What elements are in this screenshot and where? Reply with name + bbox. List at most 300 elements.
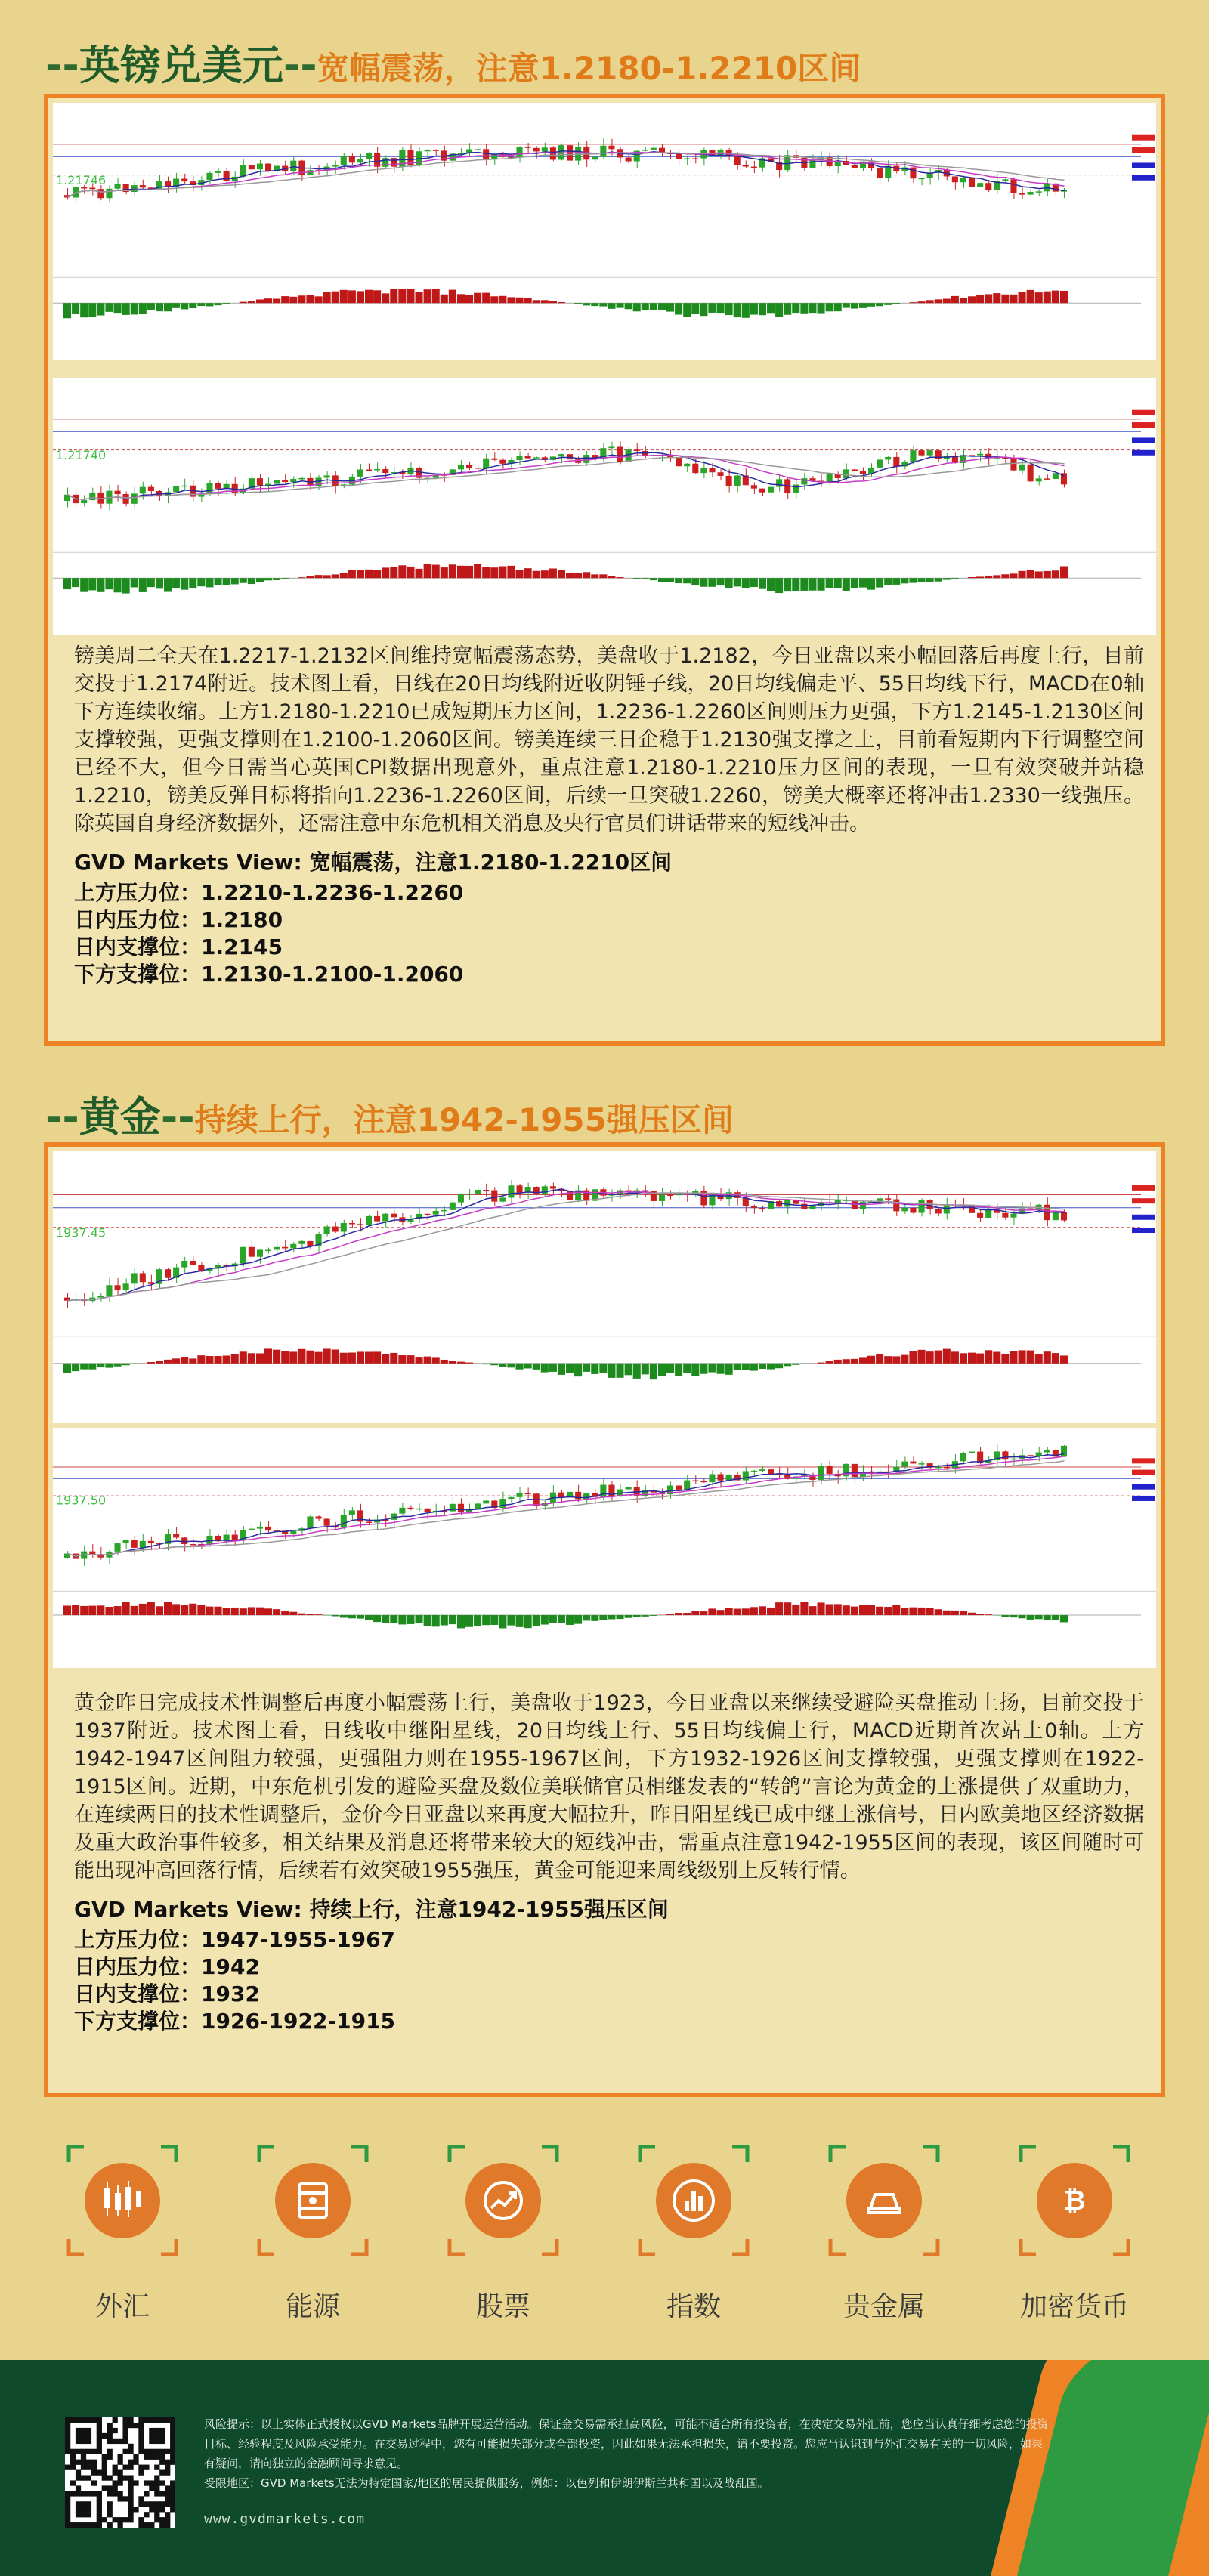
macd-bar <box>449 1361 456 1364</box>
macd-bar <box>784 578 791 591</box>
macd-bar <box>105 1607 113 1615</box>
macd-bar <box>935 299 942 303</box>
candle <box>718 1472 724 1487</box>
candle <box>123 492 129 507</box>
macd-bar <box>306 1614 314 1615</box>
candle <box>156 1268 162 1289</box>
macd-bar <box>516 1364 524 1370</box>
candle <box>357 1504 363 1528</box>
category-bar-chart[interactable] <box>637 2144 750 2257</box>
macd-bar <box>650 1364 657 1379</box>
icon-circle <box>846 2163 922 2238</box>
macd-bar <box>960 298 967 303</box>
candle <box>64 188 70 199</box>
macd-bar <box>918 301 926 303</box>
macd-bar <box>708 303 716 313</box>
candle <box>793 478 799 499</box>
macd-bar <box>323 575 331 578</box>
bar-chart-icon <box>671 2178 716 2223</box>
macd-bar <box>884 303 892 305</box>
candle <box>508 1180 514 1203</box>
macd-bar <box>633 303 641 311</box>
candle <box>667 1191 673 1200</box>
macd-bar <box>215 1356 222 1364</box>
candle <box>73 1553 79 1561</box>
macd-bar <box>499 1364 506 1367</box>
macd-bar <box>156 303 163 311</box>
candle <box>349 153 355 165</box>
macd-bar <box>1035 1354 1043 1363</box>
macd-bar <box>97 1364 104 1367</box>
candle <box>608 442 614 455</box>
macd-bar <box>72 578 79 587</box>
candle <box>558 1490 564 1503</box>
macd-bar <box>315 575 323 578</box>
candle <box>1036 475 1042 485</box>
macd-bar <box>122 303 130 315</box>
candle <box>877 166 883 183</box>
candle <box>684 1475 690 1490</box>
macd-bar <box>407 1355 414 1364</box>
macd-bar <box>867 303 875 307</box>
icon-circle <box>656 2163 731 2238</box>
category-bitcoin[interactable] <box>1018 2144 1131 2257</box>
macd-bar <box>482 1615 490 1625</box>
gold-panel <box>44 1142 1165 2097</box>
macd-bar <box>691 1611 699 1615</box>
macd-bar <box>1019 571 1026 578</box>
qr-code[interactable] <box>65 2417 175 2528</box>
macd-bar <box>449 1615 456 1624</box>
macd-bar <box>340 1615 348 1617</box>
macd-bar <box>1001 1615 1009 1617</box>
candle <box>960 176 966 188</box>
candle <box>1036 190 1042 196</box>
macd-bar <box>675 1613 682 1615</box>
candle <box>407 462 413 476</box>
macd-bar <box>398 1355 406 1364</box>
macd-bar <box>608 1615 615 1619</box>
candle <box>190 1256 196 1266</box>
macd-bar <box>181 1357 188 1363</box>
macd-bar <box>490 1615 498 1625</box>
macd-bar <box>223 1355 230 1363</box>
macd-bar <box>759 1606 766 1615</box>
macd-bar <box>490 567 498 578</box>
macd-bar <box>365 290 373 304</box>
macd-bar <box>172 578 180 588</box>
candle <box>265 477 271 491</box>
macd-bar <box>139 578 147 592</box>
macd-bar <box>156 1361 163 1364</box>
candle <box>106 1278 112 1302</box>
macd-bar <box>507 1364 515 1368</box>
macd-bar <box>1052 1615 1059 1620</box>
candle <box>332 471 339 493</box>
macd-bar <box>382 293 389 303</box>
macd-bar <box>867 1605 875 1615</box>
macd-bar <box>591 1615 598 1621</box>
macd-bar <box>465 1615 473 1627</box>
candle <box>952 1200 958 1208</box>
macd-bar <box>843 1605 850 1615</box>
macd-bar <box>633 1615 641 1617</box>
macd-bar <box>122 1364 130 1365</box>
candle <box>910 1456 916 1463</box>
gold-hourly-chart <box>53 1428 1156 1668</box>
macd-bar <box>281 1351 289 1364</box>
gold-chart-svg-2 <box>53 1428 1156 1668</box>
candle <box>416 1207 422 1223</box>
macd-bar <box>767 1364 775 1370</box>
macd-bar <box>943 1349 951 1364</box>
macd-bar <box>482 567 490 578</box>
candle <box>466 462 472 470</box>
macd-bar <box>851 1359 858 1364</box>
macd-bar <box>642 1364 649 1375</box>
candle <box>684 1191 690 1202</box>
candle <box>450 1497 456 1514</box>
candle <box>700 1186 707 1208</box>
macd-bar <box>892 1605 900 1615</box>
candle <box>198 489 204 502</box>
macd-bar <box>675 578 682 583</box>
macd-bar <box>960 1353 967 1363</box>
macd-bar <box>843 303 850 307</box>
macd-bar <box>926 578 934 582</box>
macd-bar <box>382 567 389 578</box>
macd-bar <box>759 1364 766 1369</box>
macd-bar <box>683 1364 691 1373</box>
macd-bar <box>449 564 456 578</box>
macd-bar <box>1052 291 1059 304</box>
macd-bar <box>943 298 951 303</box>
candle <box>97 185 104 200</box>
macd-bar <box>742 1608 750 1615</box>
macd-bar <box>465 295 473 303</box>
candle <box>533 1493 540 1509</box>
candle <box>425 477 431 482</box>
candle <box>324 1225 330 1237</box>
candle <box>173 1264 179 1283</box>
macd-bar <box>390 1615 397 1623</box>
macd-bar <box>88 1364 96 1370</box>
candle <box>567 449 573 460</box>
macd-bar <box>533 1615 540 1626</box>
macd-bar <box>332 1615 339 1616</box>
candle <box>927 1463 933 1469</box>
macd-bar <box>390 289 397 303</box>
macd-bar <box>867 1356 875 1364</box>
footer <box>0 2360 1209 2576</box>
candle <box>499 152 506 158</box>
candle <box>290 156 296 175</box>
macd-bar <box>566 573 574 578</box>
bitcoin-icon <box>1052 2178 1097 2223</box>
macd-bar <box>72 1605 79 1615</box>
macd-bar <box>1035 571 1043 578</box>
macd-bar <box>164 578 172 591</box>
macd-bar <box>759 303 766 315</box>
candle <box>726 1189 732 1206</box>
macd-bar <box>441 567 448 578</box>
candle <box>952 176 958 189</box>
candle <box>407 144 413 167</box>
macd-bar <box>139 1604 147 1615</box>
macd-bar <box>666 1614 674 1615</box>
macd-bar <box>122 578 130 593</box>
candle <box>349 1220 355 1228</box>
macd-bar <box>348 570 356 578</box>
macd-bar <box>800 303 808 314</box>
macd-bar <box>1019 292 1026 304</box>
candle <box>1061 470 1067 488</box>
macd-bar <box>985 1350 992 1363</box>
macd-bar <box>63 1605 71 1615</box>
macd-bar <box>884 1607 892 1615</box>
macd-bar <box>574 303 582 304</box>
category-gold-bar[interactable] <box>827 2144 941 2257</box>
macd-bar <box>416 1357 423 1364</box>
macd-bar <box>114 578 122 592</box>
macd-bar <box>901 1608 908 1615</box>
macd-bar <box>818 303 825 313</box>
support-lower: 下方支撑位：1926-1922-1915 <box>74 2009 396 2034</box>
instrument-outlook: 宽幅震荡，注意1.2180-1.2210区间 <box>317 50 861 87</box>
macd-bar <box>583 303 590 305</box>
macd-bar <box>599 303 607 306</box>
candle <box>140 1271 146 1288</box>
category-oil-barrel[interactable] <box>256 2144 370 2257</box>
macd-bar <box>691 578 699 585</box>
resistance-upper: 上方压力位：1.2210-1.2236-1.2260 <box>74 880 464 905</box>
macd-bar <box>298 1349 305 1364</box>
qr-code-icon <box>65 2417 175 2528</box>
macd-bar <box>373 1351 381 1363</box>
candle <box>341 1509 347 1529</box>
candle <box>700 462 707 479</box>
macd-bar <box>985 294 992 303</box>
gbp-chart-svg-2 <box>53 378 1156 635</box>
candle <box>944 453 950 462</box>
macd-bar <box>800 578 808 591</box>
macd-bar <box>901 578 908 583</box>
gbp-chart-svg-1 <box>53 103 1156 360</box>
candle <box>491 452 497 461</box>
macd-bar <box>273 298 280 303</box>
candle <box>181 1537 187 1551</box>
macd-bar <box>407 289 414 303</box>
current-price-label: 1937.45 <box>56 1225 107 1240</box>
macd-bar <box>524 568 532 578</box>
candle <box>776 475 782 492</box>
macd-bar <box>357 570 364 578</box>
macd-bar <box>926 1608 934 1615</box>
gbp-analysis-text: 镑美周二全天在1.2217-1.2132区间维持宽幅震荡态势，美盘收于1.2182，今日亚盘以来小幅回落后再度上行，目前交投于1.2174附近。技术图上看，日线在20日均线附近收阴锤子线，20日均线偏走平、55日均线下行，MACD在0轴下方连续收缩。上方1.2180-1.2210已成短期压力区间，1.2236-1.2260区间则压力更强，下方1.2145-1.2130区间支撑较强，更强支撑则在1.2100-1.2060区间。镑美连续三日企稳于1.2130强支撑之上，目前看短期内下行调整空间已经不大，但今日需当心英国CPI数据出现意外，重点注意1.2180-1.2210压力区间的表现，一旦有效突破并站稳1.2210，镑美反弹目标将指向1.2236-1.2260区间，后续一旦突破1.2260，镑美大概率还将冲击1.2330一线强压。除英国自身经济数据外，还需注意中东危机相关消息及央行官员们讲话带来的短线冲击。 <box>74 644 1144 836</box>
macd-bar <box>549 1364 557 1372</box>
macd-bar <box>80 303 88 317</box>
support-intraday: 日内支撑位：1932 <box>74 1981 260 2006</box>
macd-bar <box>373 1615 381 1622</box>
macd-bar <box>591 303 598 306</box>
macd-bar <box>775 303 783 317</box>
macd-bar <box>591 574 598 578</box>
candle <box>97 1293 104 1302</box>
candle <box>567 1486 573 1502</box>
macd-bar <box>197 1355 205 1364</box>
macd-bar <box>717 303 725 313</box>
macd-bar <box>683 578 691 583</box>
risk-disclaimer <box>204 2414 1050 2493</box>
macd-bar <box>717 1610 725 1615</box>
macd-bar <box>717 578 725 585</box>
macd-bar <box>197 1605 205 1615</box>
candle <box>994 1203 1000 1219</box>
candle <box>676 1188 682 1201</box>
macd-bar <box>658 578 666 582</box>
candle <box>257 474 263 493</box>
macd-bar <box>88 303 96 317</box>
candle <box>249 1524 255 1531</box>
candle <box>927 168 933 184</box>
macd-bar <box>960 1611 967 1615</box>
macd-bar <box>332 292 339 304</box>
macd-bar <box>156 578 163 588</box>
category-label: 股票 <box>475 2291 530 2322</box>
candle <box>525 1183 531 1199</box>
macd-bar <box>583 1364 590 1372</box>
gbp-section-title <box>45 33 861 91</box>
macd-bar <box>759 578 766 588</box>
candle <box>148 1537 154 1551</box>
candle <box>1028 1202 1034 1210</box>
macd-bar <box>976 1614 984 1616</box>
macd-bar <box>340 573 348 578</box>
macd-bar <box>240 302 247 304</box>
candle <box>1061 188 1067 198</box>
macd-bar <box>114 303 122 313</box>
macd-bar <box>281 578 289 579</box>
current-price-label: 1.21740 <box>56 447 107 462</box>
candle <box>282 474 288 483</box>
category-label: 能源 <box>285 2291 340 2322</box>
macd-bar <box>507 566 515 578</box>
macd-bar <box>775 578 783 593</box>
macd-bar <box>843 1359 850 1364</box>
candle <box>608 1189 614 1201</box>
candle <box>885 456 891 464</box>
icon-circle <box>1037 2163 1112 2238</box>
macd-bar <box>348 1615 356 1618</box>
macd-bar <box>1044 292 1051 304</box>
gbp-analysis <box>74 642 1144 988</box>
macd-bar <box>416 569 423 578</box>
macd-bar <box>1044 1615 1051 1620</box>
macd-bar <box>642 578 649 579</box>
macd-bar <box>968 296 976 303</box>
candle <box>274 1241 280 1254</box>
macd-bar <box>892 303 900 304</box>
macd-bar <box>1019 1350 1026 1363</box>
macd-bar <box>708 1608 716 1615</box>
macd-bar <box>650 303 657 310</box>
macd-bar <box>700 578 707 587</box>
title-dash: -- <box>45 1093 79 1141</box>
macd-bar <box>675 1364 682 1376</box>
candle <box>751 161 757 173</box>
macd-bar <box>105 1364 113 1368</box>
candle <box>366 464 372 472</box>
macd-bar <box>97 303 104 315</box>
candle <box>692 154 698 163</box>
macd-bar <box>876 303 883 306</box>
candle <box>324 471 330 484</box>
macd-bar <box>859 578 867 587</box>
macd-bar <box>231 578 239 584</box>
macd-bar <box>876 578 883 587</box>
macd-bar <box>558 1615 565 1623</box>
candle <box>517 451 523 465</box>
macd-bar <box>156 1606 163 1615</box>
candle <box>382 1514 388 1527</box>
gbp-hourly-chart <box>53 378 1156 635</box>
macd-bar <box>281 296 289 303</box>
candle <box>784 477 790 499</box>
macd-bar <box>507 1615 515 1626</box>
candle <box>382 156 388 169</box>
macd-bar <box>742 303 750 318</box>
macd-bar <box>750 1364 758 1371</box>
macd-bar <box>968 1613 976 1615</box>
candle <box>1028 189 1034 195</box>
candle <box>89 1544 95 1558</box>
candle <box>165 177 171 193</box>
candle <box>969 175 975 190</box>
macd-bar <box>767 1608 775 1615</box>
macd-bar <box>826 303 833 311</box>
moving-average-line <box>68 1453 1065 1556</box>
gold-analysis <box>74 1689 1144 2035</box>
candle <box>718 468 724 480</box>
macd-bar <box>909 578 917 582</box>
macd-bar <box>516 1615 524 1627</box>
candle <box>575 1485 581 1502</box>
candle <box>533 1186 540 1195</box>
macd-bar <box>549 301 557 303</box>
macd-bar <box>708 1364 716 1373</box>
macd-bar <box>390 1353 397 1364</box>
macd-bar <box>666 303 674 311</box>
candle <box>818 474 824 487</box>
category-stock-chart[interactable] <box>447 2144 560 2257</box>
macd-bar <box>574 1615 582 1624</box>
candle <box>885 1464 891 1478</box>
macd-bar <box>164 303 172 311</box>
website-link[interactable]: www.gvdmarkets.com <box>204 2511 366 2527</box>
candle <box>131 1536 138 1555</box>
macd-bar <box>725 578 733 588</box>
candle <box>575 142 581 165</box>
macd-bar <box>407 1615 414 1624</box>
macd-bar <box>1019 1615 1026 1618</box>
candle <box>366 152 372 166</box>
category-candlestick[interactable] <box>66 2144 179 2257</box>
candle <box>927 1199 933 1214</box>
candle <box>969 1447 975 1459</box>
macd-bar <box>114 1364 122 1367</box>
candle <box>407 1505 413 1510</box>
macd-bar <box>935 1351 942 1364</box>
